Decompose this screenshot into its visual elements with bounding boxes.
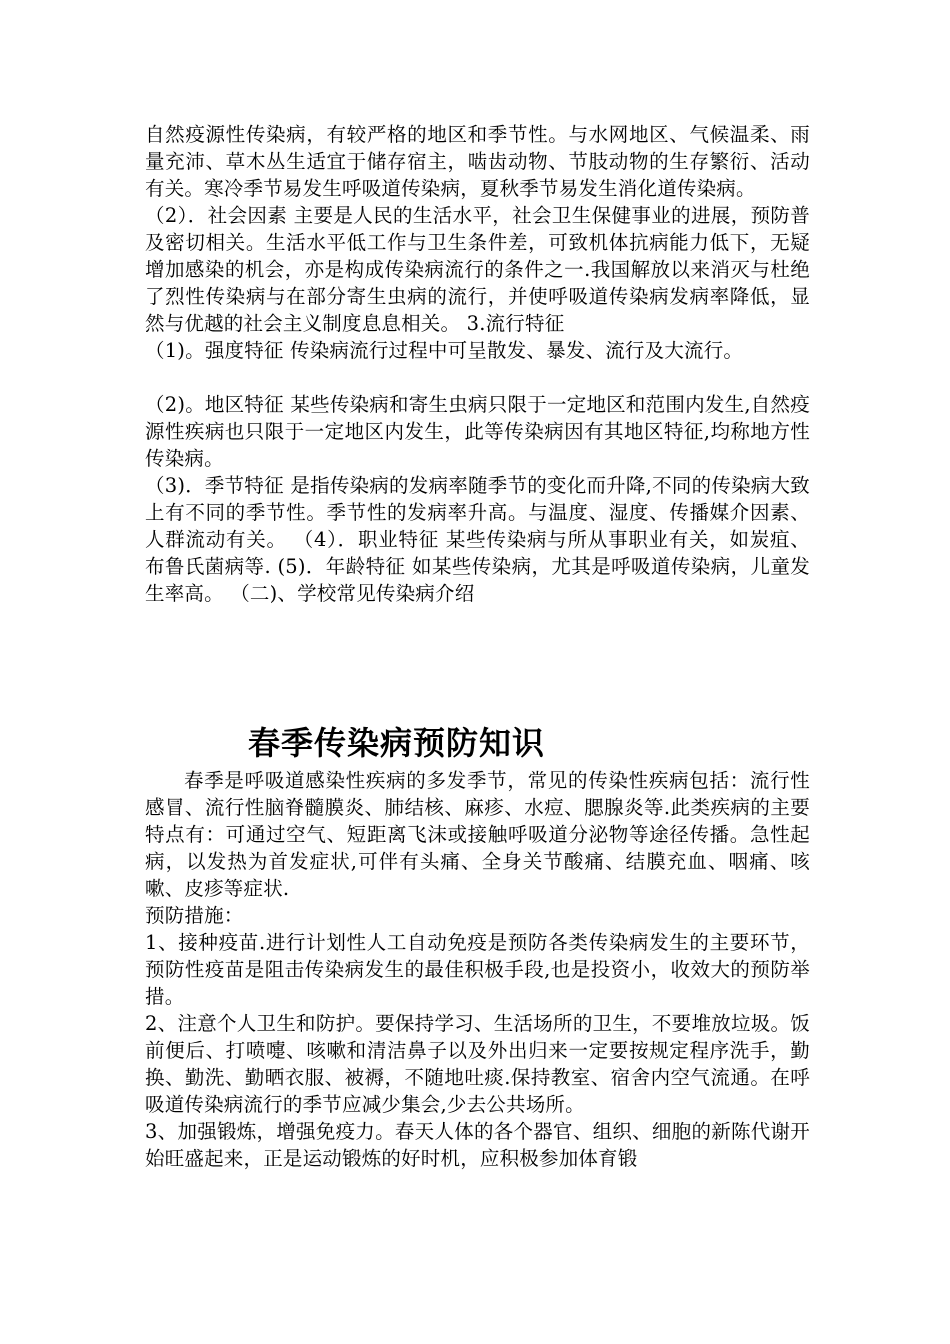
paragraph-social-factors: （2）．社会因素 主要是人民的生活水平，社会卫生保健事业的进展，预防普及密切相关。生活水平低工作与卫生条件差，可致机体抗病能力低下，无疑增加感染的机会，亦是构成传染病流行的条件之一.我国解放以来消灭与杜绝了烈性传染病与在部分寄生虫病的流行，并使呼吸道传染病发病率降低，显然与优越的社会主义制度息息相关。 3.流行特征 [145,204,810,335]
paragraph-intro: 春季是呼吸道感染性疾病的多发季节，常见的传染性疾病包括：流行性感冒、流行性脑脊髓膜炎、肺结核、麻疹、水痘、腮腺炎等.此类疾病的主要特点有：可通过空气、短距离飞沫或接触呼吸道分泌物等途径传播。急性起病，以发热为首发症状,可伴有头痛、全身关节酸痛、结膜充血、咽痛、咳嗽、皮疹等症状. [145,769,810,900]
spacer [145,364,810,391]
measures-label: 预防措施： [145,904,244,927]
spacer [145,607,810,719]
measure-exercise: 3、加强锻炼，增强免疫力。春天人体的各个器官、组织、细胞的新陈代谢开始旺盛起来，正是运动锻炼的好时机，应积极参加体育锻 [145,1120,810,1170]
paragraph-seasonal: （3)．季节特征 是指传染病的发病率随季节的变化而升降,不同的传染病大致上有不同的季节性。季节性的发病率升高。与温度、湿度、传播媒介因素、人群流动有关。 （4）．职业特征 某些传染病与所从事职业有关，如炭疽、布鲁氏菌病等. (5)．年龄特征 如某些传染病，尤其是呼吸道传染病，儿童发生率高。 （二)、学校常见传染病介绍 [145,474,810,605]
paragraph-regional: （2)。地区特征 某些传染病和寄生虫病只限于一定地区和范围内发生,自然疫源性疾病也只限于一定地区内发生，此等传染病因有其地区特征,均称地方性传染病。 [145,393,810,470]
section-title: 春季传染病预防知识 [248,724,546,762]
measure-vaccination: 1、接种疫苗.进行计划性人工自动免疫是预防各类传染病发生的主要环节，预防性疫苗是阻击传染病发生的最佳积极手段,也是投资小，收效大的预防举措。 [145,931,810,1008]
document-page [145,121,810,1172]
paragraph-intensity: （1)。强度特征 传染病流行过程中可呈散发、暴发、流行及大流行。 [145,339,744,362]
measure-hygiene: 2、注意个人卫生和防护。要保持学习、生活场所的卫生，不要堆放垃圾。饭前便后、打喷嚏、咳嗽和清洁鼻子以及外出归来一定要按规定程序洗手，勤换、勤洗、勤晒衣服、被褥，不随地吐痰.保持教室、宿舍内空气流通。在呼吸道传染病流行的季节应减少集会,少去公共场所。 [145,1012,810,1116]
paragraph-natural-focus: 自然疫源性传染病，有较严格的地区和季节性。与水网地区、气候温柔、雨量充沛、草木丛生适宜于储存宿主，啮齿动物、节肢动物的生存繁衍、活动有关。寒冷季节易发生呼吸道传染病，夏秋季节易发生消化道传染病。 [145,123,810,200]
